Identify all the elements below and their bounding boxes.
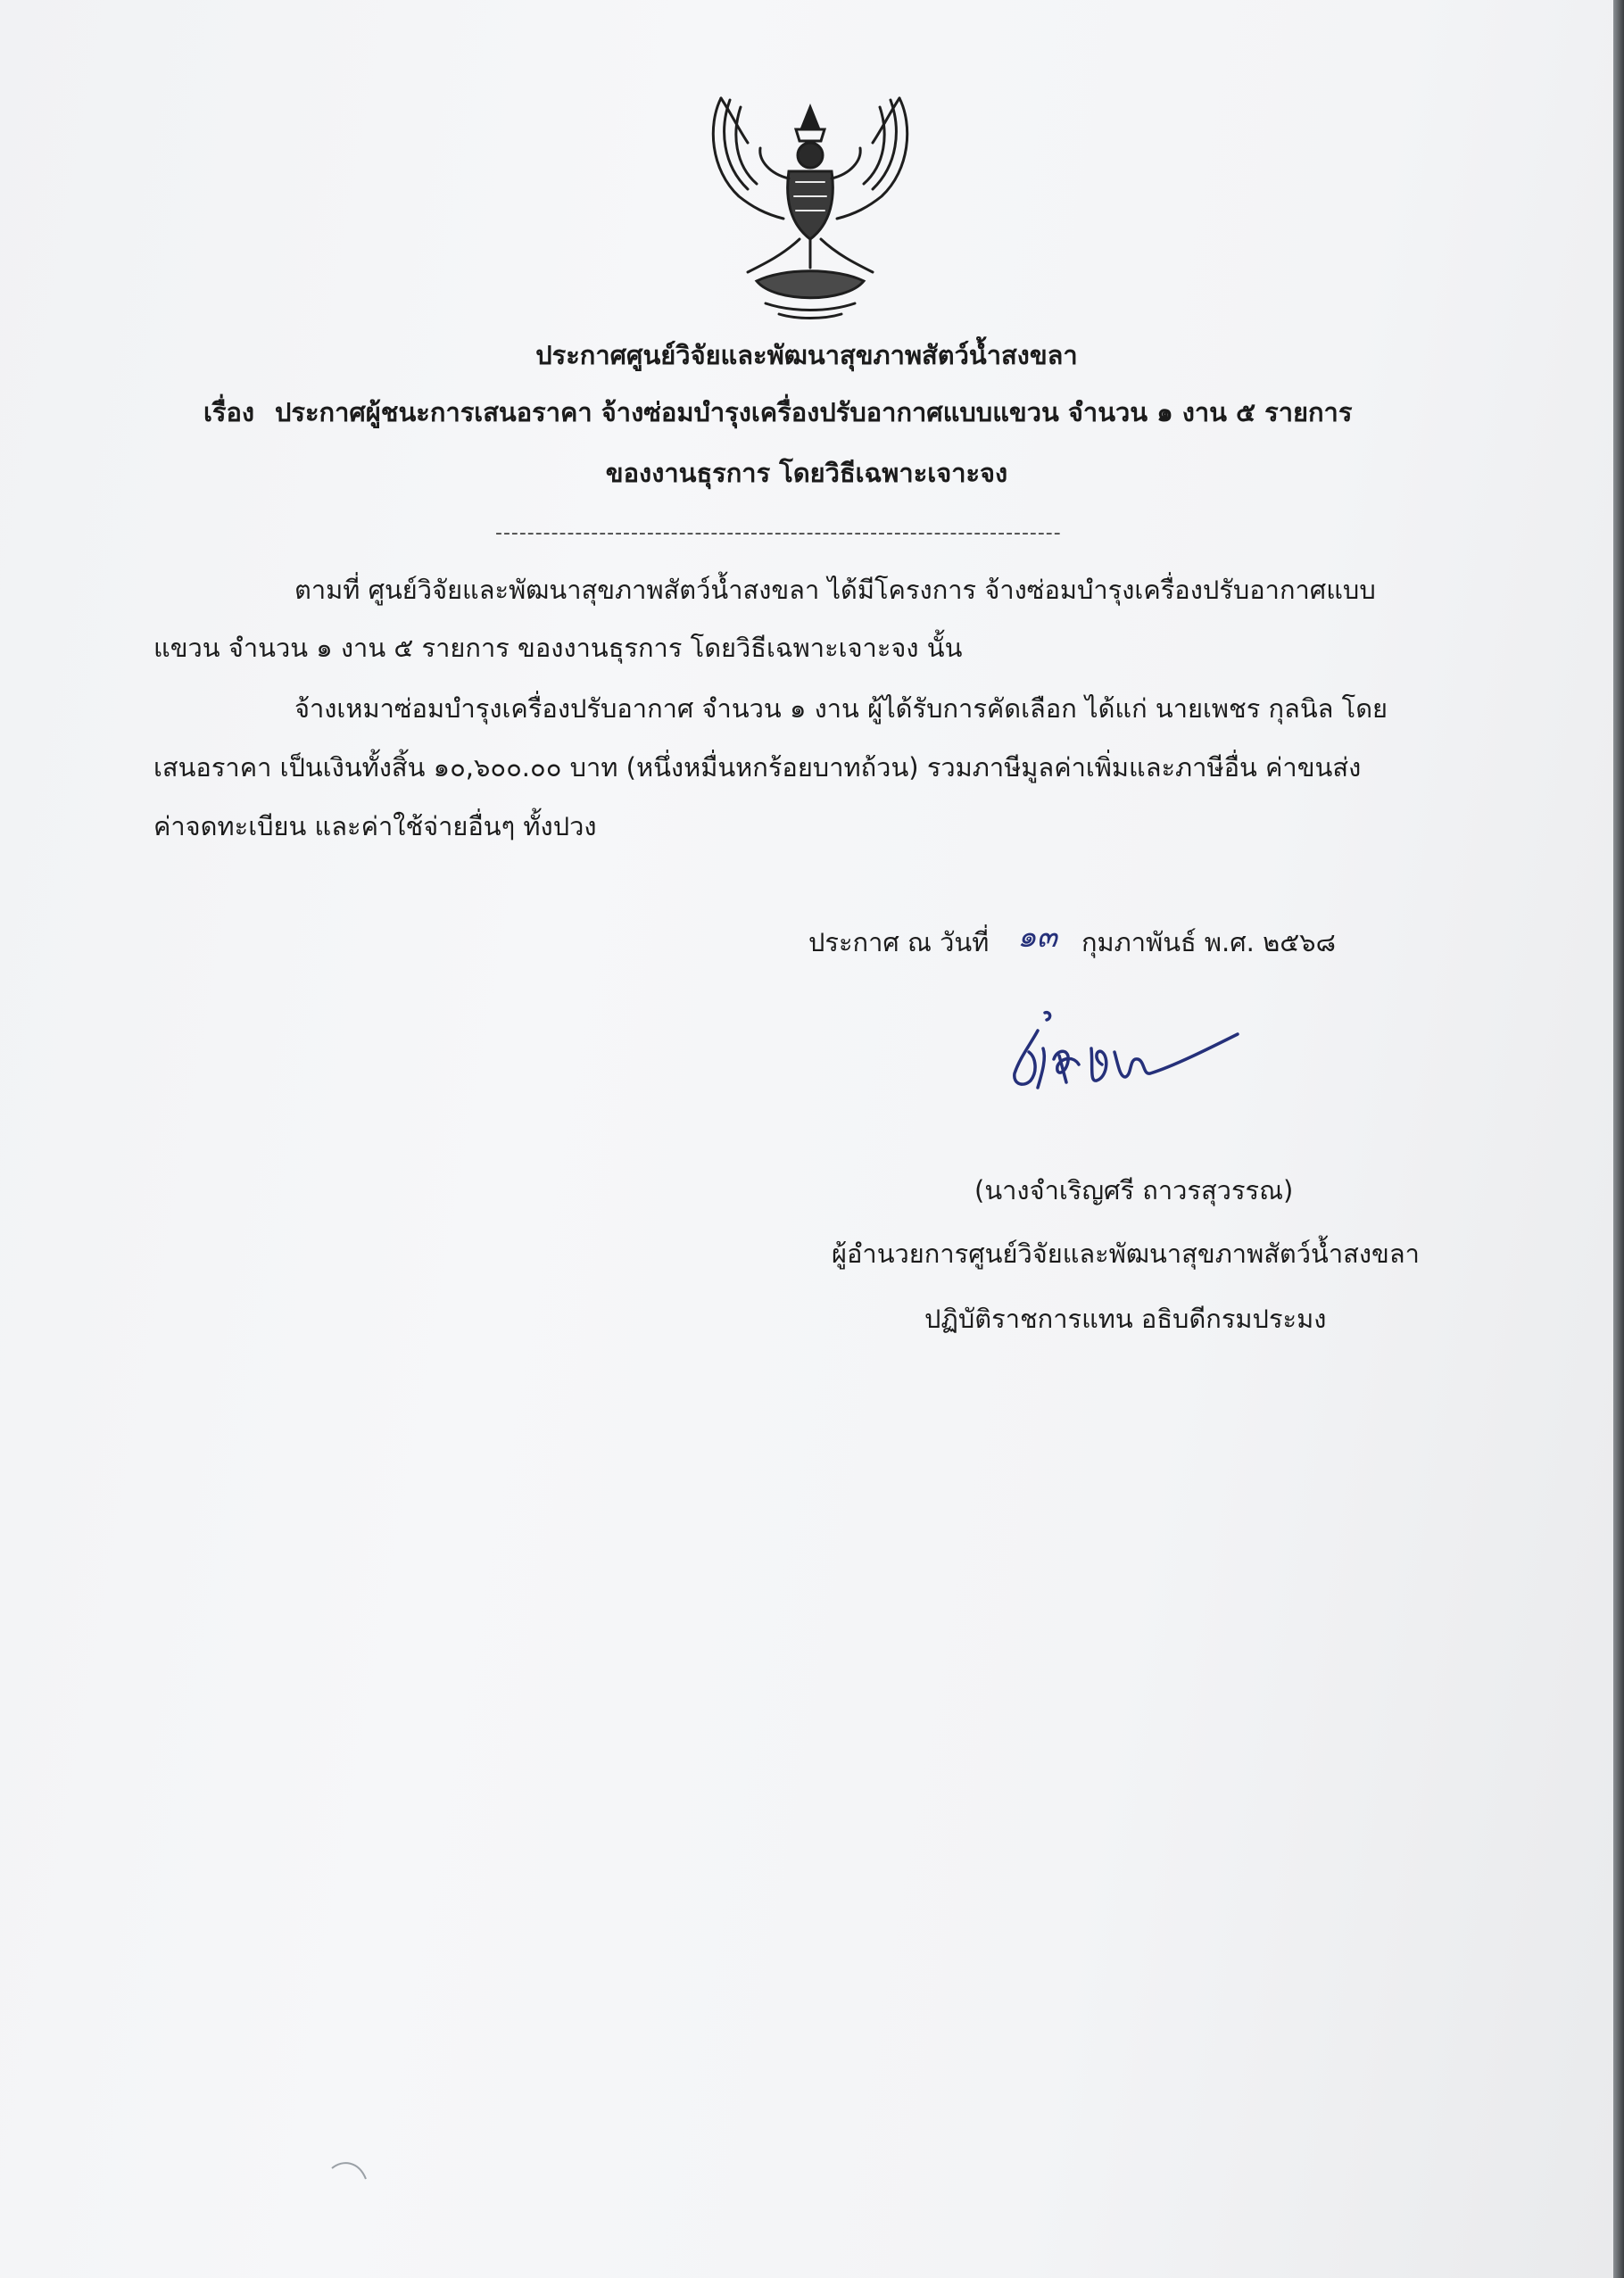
signatory-acting: ปฏิบัติราชการแทน อธิบดีกรมประมง	[924, 1304, 1327, 1334]
paragraph-1-line-2: แขวน จำนวน ๑ งาน ๕ รายการ ของงานธุรการ โดยวิธีเฉพาะเจาะจง นั้น	[153, 633, 963, 663]
paper-mark-icon	[328, 2158, 373, 2193]
subject-line-2: ของงานธุรการ โดยวิธีเฉพาะเจาะจง	[605, 458, 1008, 488]
announce-date-prefix: ประกาศ ณ วันที่	[808, 927, 990, 957]
announce-day-handwritten: ๑๓	[1017, 919, 1057, 955]
page-edge-shadow	[1613, 0, 1624, 2278]
subject-label: เรื่อง	[203, 397, 255, 427]
paragraph-2-line-2: เสนอราคา เป็นเงินทั้งสิ้น ๑๐,๖๐๐.๐๐ บาท (หนึ่งหมื่นหกร้อยบาทถ้วน) รวมภาษีมูลค่าเพิ่มและภาษีอื่น ค่าขนส่ง	[153, 752, 1362, 783]
subject-line-1: ประกาศผู้ชนะการเสนอราคา จ้างซ่อมบำรุงเครื่องปรับอากาศแบบแขวน จำนวน ๑ งาน ๕ รายการ	[275, 397, 1353, 427]
paragraph-2-line-1: จ้างเหมาซ่อมบำรุงเครื่องปรับอากาศ จำนวน ๑ งาน ผู้ได้รับการคัดเลือก ได้แก่ นายเพชร กุลนิล โดย	[294, 693, 1388, 724]
announce-month-year: กุมภาพันธ์ พ.ศ. ๒๕๖๘	[1081, 927, 1336, 957]
signatory-name: (นางจำเริญศรี ถาวรสุวรรณ)	[974, 1175, 1294, 1205]
garuda-emblem-icon	[703, 89, 917, 321]
handwritten-signature-icon	[1004, 995, 1254, 1120]
document-title: ประกาศศูนย์วิจัยและพัฒนาสุขภาพสัตว์น้ำสงขลา	[535, 340, 1078, 370]
divider: -----------------------------------------------------------------------	[495, 522, 1062, 544]
signatory-position: ผู้อำนวยการศูนย์วิจัยและพัฒนาสุขภาพสัตว์น้ำสงขลา	[832, 1238, 1420, 1269]
paragraph-1-line-1: ตามที่ ศูนย์วิจัยและพัฒนาสุขภาพสัตว์น้ำสงขลา ได้มีโครงการ จ้างซ่อมบำรุงเครื่องปรับอากาศแบบ	[294, 575, 1376, 605]
paragraph-2-line-3: ค่าจดทะเบียน และค่าใช้จ่ายอื่นๆ ทั้งปวง	[153, 811, 597, 841]
